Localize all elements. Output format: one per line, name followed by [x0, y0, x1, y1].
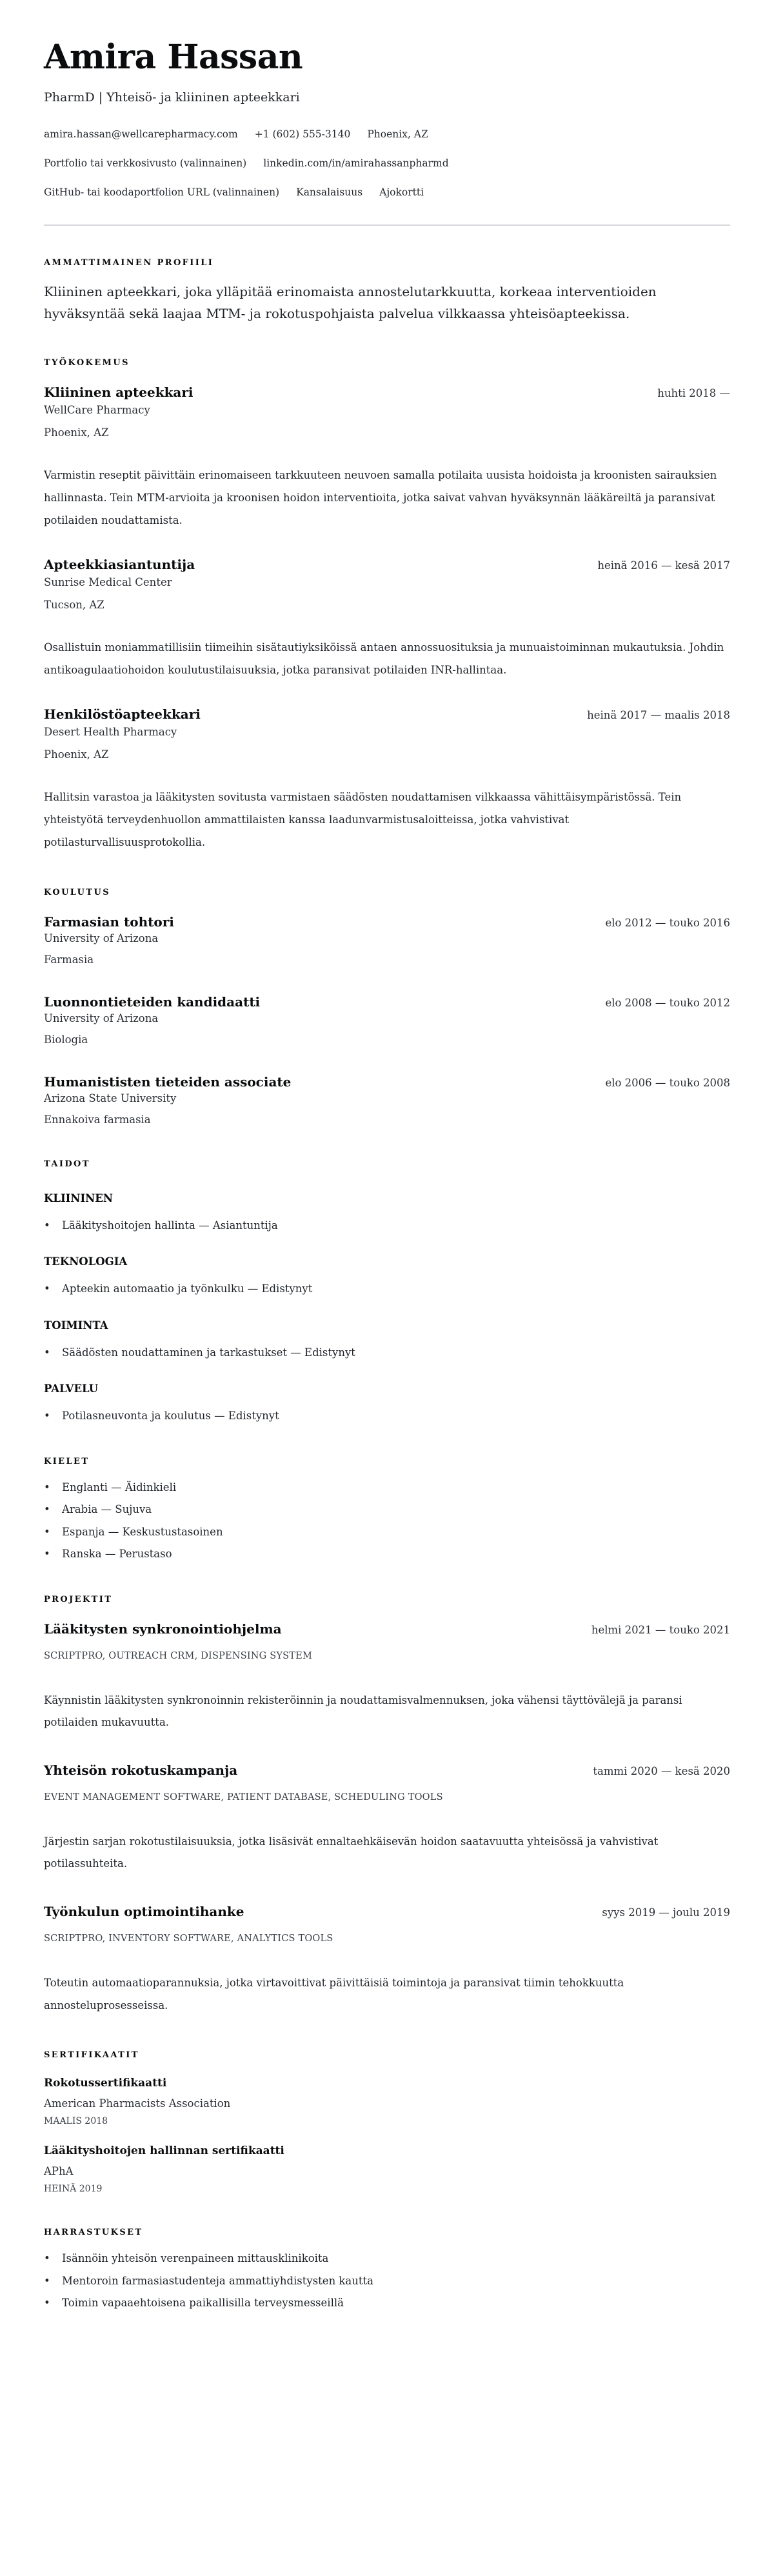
certification-item [44, 2144, 730, 2194]
interest-item: • Mentoroin farmasiastudenteja ammattiyhdistysten kautta [44, 2274, 730, 2288]
interest-item: • Isännöin yhteisön verenpaineen mittausklinikoita [44, 2252, 730, 2265]
projects-section [44, 1595, 730, 2017]
skill-list [44, 1282, 730, 1295]
job-location: Phoenix, AZ [44, 748, 109, 761]
contact-location: Phoenix, AZ [367, 128, 428, 140]
job-dates: heinä 2016 — kesä 2017 [597, 559, 730, 572]
project-description: Järjestin sarjan rokotustilaisuuksia, jotka lisäsivät ennaltaehkäisevän hoidon saatavuutta yhteisössä ja vahvistivat potilassuhteita. [44, 1835, 659, 1870]
experience-item [44, 557, 730, 682]
contact-phone[interactable]: +1 (602) 555-3140 [254, 128, 351, 140]
header-divider [44, 225, 730, 226]
education-section [44, 888, 730, 1126]
contact-drivers-license: Ajokortti [379, 186, 424, 199]
project-title: Yhteisön rokotuskampanja [44, 1762, 238, 1778]
skill-list [44, 1409, 730, 1423]
project-tech-stack: SCRIPTPRO, INVENTORY SOFTWARE, ANALYTICS TOOLS [44, 1933, 333, 1944]
candidate-name: Amira Hassan [44, 37, 303, 77]
skill-item: • Potilasneuvonta ja koulutus — Edistynyt [44, 1409, 730, 1423]
contact-portfolio[interactable]: Portfolio tai verkkosivusto (valinnainen) [44, 157, 247, 170]
job-dates: huhti 2018 — [657, 387, 730, 400]
contact-github[interactable]: GitHub- tai koodaportfolion URL (valinnainen) [44, 186, 280, 199]
language-list [44, 1481, 730, 1561]
project-description: Toteutin automaatioparannuksia, jotka virtavoittivat päivittäisiä toimintoja ja paransivat tiimin tehokkuutta annosteluprosesseissa. [44, 1977, 624, 2012]
contact-citizenship: Kansalaisuus [296, 186, 363, 199]
job-employer: Sunrise Medical Center [44, 576, 172, 589]
job-title: Apteekkiasiantuntija [44, 557, 195, 573]
skill-category-technology: TEKNOLOGIA [44, 1255, 128, 1268]
education-item [44, 1074, 730, 1126]
section-title-experience: TYÖKOKEMUS [44, 358, 130, 368]
project-dates: helmi 2021 — touko 2021 [591, 1623, 730, 1636]
project-tech-stack: SCRIPTPRO, OUTREACH CRM, DISPENSING SYSTEM [44, 1650, 313, 1661]
job-employer: WellCare Pharmacy [44, 404, 150, 417]
languages-section [44, 1457, 730, 1561]
project-item [44, 1621, 730, 1734]
certification-date: HEINÄ 2019 [44, 2184, 103, 2195]
section-title-languages: KIELET [44, 1456, 90, 1466]
field-of-study: Ennakoiva farmasia [44, 1113, 151, 1126]
job-dates: heinä 2017 — maalis 2018 [587, 709, 730, 722]
section-title-interests: HARRASTUKSET [44, 2228, 143, 2238]
experience-item [44, 706, 730, 854]
degree-dates: elo 2012 — touko 2016 [605, 917, 730, 930]
degree-dates: elo 2006 — touko 2008 [605, 1077, 730, 1090]
contact-email[interactable]: amira.hassan@wellcarepharmacy.com [44, 128, 238, 140]
interests-section [44, 2228, 730, 2310]
section-title-profile: AMMATTIMAINEN PROFIILI [44, 258, 214, 268]
job-location: Phoenix, AZ [44, 426, 109, 439]
candidate-headline: PharmD | Yhteisö- ja kliininen apteekkari [44, 90, 300, 105]
resume-header [44, 39, 730, 199]
skills-section [44, 1159, 730, 1423]
certification-date: MAALIS 2018 [44, 2116, 108, 2127]
degree-title: Farmasian tohtori [44, 914, 174, 930]
job-employer: Desert Health Pharmacy [44, 726, 177, 739]
skill-category-clinical: KLIININEN [44, 1192, 113, 1205]
project-dates: syys 2019 — joulu 2019 [602, 1906, 730, 1919]
language-item: • Englanti — Äidinkieli [44, 1481, 730, 1494]
certification-item [44, 2077, 730, 2126]
contact-line-2 [44, 157, 730, 170]
language-item: • Espanja — Keskustustasoinen [44, 1525, 730, 1539]
contact-line-3 [44, 186, 730, 199]
profile-section [44, 258, 730, 324]
school-name: University of Arizona [44, 1012, 159, 1025]
degree-title: Luonnontieteiden kandidaatti [44, 994, 261, 1010]
education-item [44, 994, 730, 1046]
project-title: Lääkitysten synkronointiohjelma [44, 1621, 282, 1637]
school-name: University of Arizona [44, 932, 159, 945]
job-location: Tucson, AZ [44, 599, 104, 612]
project-item [44, 1762, 730, 1875]
contact-line-1 [44, 128, 730, 141]
project-description: Käynnistin lääkitysten synkronoinnin rekisteröinnin ja noudattamisvalmennuksen, joka vähensi täyttövälejä ja paransi potilaiden mukavuutta. [44, 1693, 682, 1729]
language-item: • Arabia — Sujuva [44, 1503, 730, 1516]
education-item [44, 914, 730, 966]
skill-item: • Apteekin automaatio ja työnkulku — Edistynyt [44, 1282, 730, 1295]
skill-item: • Säädösten noudattaminen ja tarkastukset — Edistynyt [44, 1346, 730, 1359]
job-description: Varmistin reseptit päivittäin erinomaiseen tarkkuuteen neuvoen samalla potilaita uusista hoidoista ja kroonisten sairauksien hallinnasta. Tein MTM-arvioita ja kroonisen hoidon interventioita, jotka saivat vahvan hyväksynnän lääkäreiltä ja paransivat potilaiden noudattamista. [44, 469, 717, 527]
degree-dates: elo 2008 — touko 2012 [605, 997, 730, 1010]
skill-item: • Lääkityshoitojen hallinta — Asiantuntija [44, 1219, 730, 1232]
profile-summary: Kliininen apteekkari, joka ylläpitää erinomaista annostelutarkkuutta, korkeaa interventioiden hyväksyntää sekä laajaa MTM- ja rokotuspohjaista palvelua vilkkaassa yhteisöapteekissa. [44, 284, 657, 322]
certification-name: Rokotussertifikaatti [44, 2077, 167, 2090]
school-name: Arizona State University [44, 1092, 177, 1105]
contact-linkedin[interactable]: linkedin.com/in/amirahassanpharmd [263, 157, 449, 170]
language-item: • Ranska — Perustaso [44, 1547, 730, 1561]
project-item [44, 1904, 730, 2017]
skill-category-service: PALVELU [44, 1383, 99, 1395]
job-title: Kliininen apteekkari [44, 384, 194, 401]
section-title-certifications: SERTIFIKAATIT [44, 2050, 139, 2061]
interest-list [44, 2252, 730, 2310]
project-tech-stack: EVENT MANAGEMENT SOFTWARE, PATIENT DATABASE, SCHEDULING TOOLS [44, 1792, 443, 1802]
skill-list [44, 1346, 730, 1359]
degree-title: Humanististen tieteiden associate [44, 1074, 292, 1090]
project-title: Työnkulun optimointihanke [44, 1904, 244, 1920]
experience-section [44, 358, 730, 854]
interest-item: • Toimin vapaaehtoisena paikallisilla terveysmesseillä [44, 2296, 730, 2310]
skill-category-operations: TOIMINTA [44, 1319, 108, 1332]
field-of-study: Farmasia [44, 954, 94, 966]
section-title-skills: TAIDOT [44, 1159, 90, 1170]
section-title-education: KOULUTUS [44, 888, 110, 898]
job-description: Hallitsin varastoa ja lääkitysten sovitusta varmistaen säädösten noudattamisen vilkkaassa vähittäisympäristössä. Tein yhteistyötä terveydenhuollon ammattilaisten kanssa laadunvarmistusaloitteissa, jotka vahvistivat potilasturvallisuusprotokollia. [44, 791, 682, 849]
job-title: Henkilöstöapteekkari [44, 706, 201, 723]
experience-item [44, 384, 730, 532]
certification-name: Lääkityshoitojen hallinnan sertifikaatti [44, 2144, 284, 2158]
certification-issuer: APhA [44, 2165, 74, 2178]
field-of-study: Biologia [44, 1033, 88, 1046]
job-description: Osallistuin moniammatillisiin tiimeihin sisätautiyksiköissä antaen annossuosituksia ja munuaistoiminnan mukautuksia. Johdin antikoagulaatiohoidon koulutustilaisuuksia, jotka paransivat potilaiden INR-hallintaa. [44, 641, 724, 677]
certifications-section [44, 2050, 730, 2194]
project-dates: tammi 2020 — kesä 2020 [593, 1764, 730, 1777]
certification-issuer: American Pharmacists Association [44, 2097, 231, 2110]
section-title-projects: PROJEKTIT [44, 1594, 113, 1604]
skill-list [44, 1219, 730, 1232]
